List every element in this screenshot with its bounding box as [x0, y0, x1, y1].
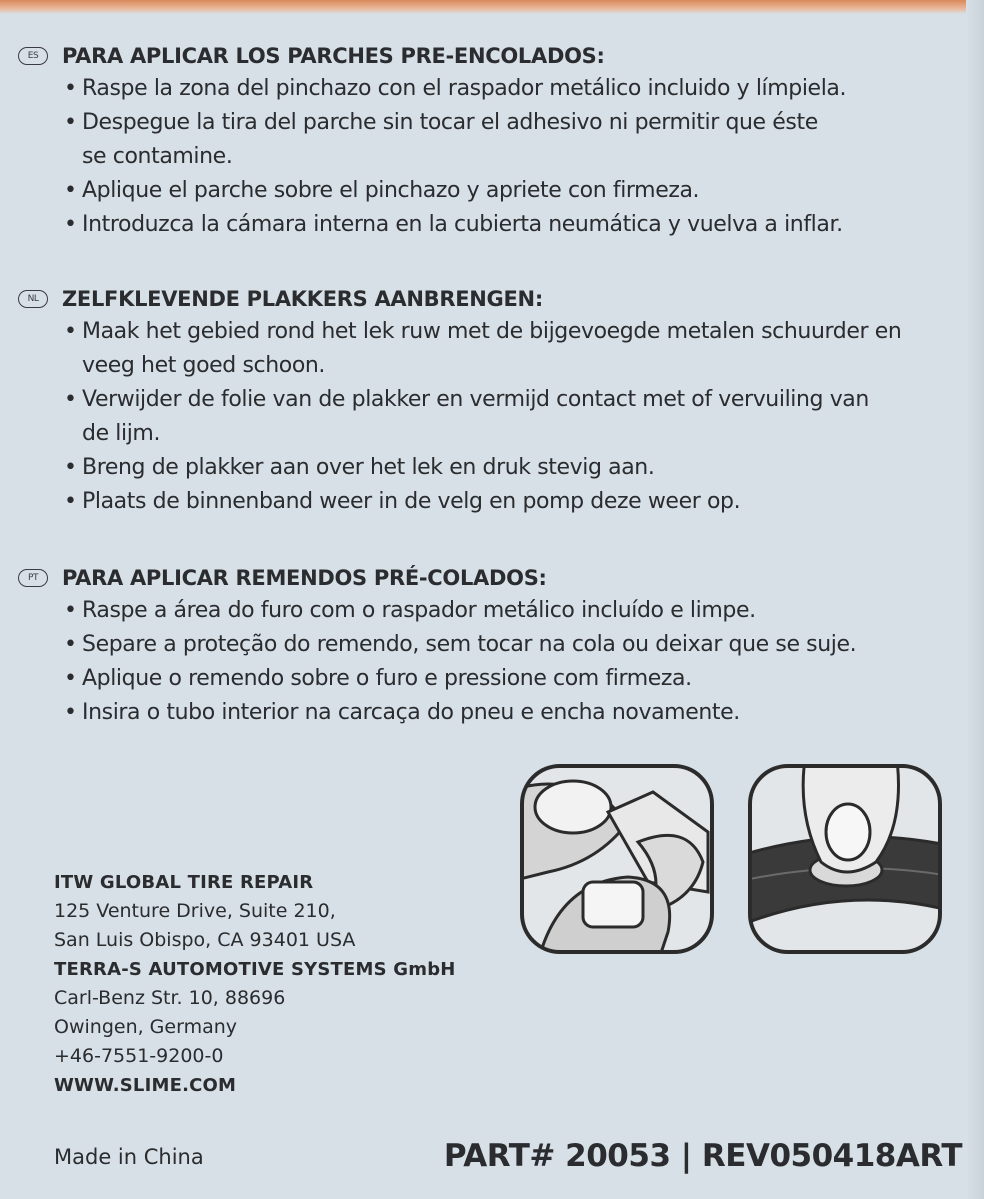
lang-badge-es-icon: ES: [18, 47, 48, 65]
list-item: • Raspe a área do furo com o raspador metálico incluído e limpe.: [64, 594, 938, 628]
company-name: ITW GLOBAL TIRE REPAIR: [54, 872, 314, 893]
list-item: • Aplique el parche sobre el pinchazo y apriete con firmeza.: [64, 174, 938, 208]
list-item: • Aplique o remendo sobre o furo e pressione com firmeza.: [64, 662, 938, 696]
phone-number: +46-7551-9200-0: [54, 1045, 224, 1067]
list-item: • Despegue la tira del parche sin tocar el adhesivo ni permitir que éste se contamine.: [64, 106, 842, 174]
packaging-right-shade: [966, 0, 984, 1199]
list-item: • Separe a proteção do remendo, sem tocar na cola ou deixar que se suje.: [64, 628, 938, 662]
company-name: TERRA-S AUTOMOTIVE SYSTEMS GmbH: [54, 959, 456, 980]
instructions-list-nl: [18, 315, 938, 519]
instructions-list-es: [18, 72, 938, 242]
list-item: • Insira o tubo interior na carcaça do pneu e encha novamente.: [64, 696, 938, 730]
peel-patch-illustration-icon: [518, 762, 716, 956]
website-link: WWW.SLIME.COM: [54, 1075, 237, 1096]
address-line: Owingen, Germany: [54, 1016, 238, 1038]
list-item: • Maak het gebied rond het lek ruw met de bijgevoegde metalen schuurder en veeg het goed schoon.: [64, 315, 922, 383]
lang-badge-pt-icon: PT: [18, 569, 48, 587]
list-item: • Raspe la zona del pinchazo con el raspador metálico incluido y límpiela.: [64, 72, 938, 106]
section-title-nl: ZELFKLEVENDE PLAKKERS AANBRENGEN:: [62, 287, 543, 311]
packaging-top-edge: [0, 0, 984, 14]
address-line: 125 Venture Drive, Suite 210,: [54, 900, 336, 922]
list-item: • Plaats de binnenband weer in de velg en pomp deze weer op.: [64, 485, 938, 519]
section-es: [18, 40, 938, 242]
section-nl: [18, 283, 938, 519]
section-title-pt: PARA APLICAR REMENDOS PRÉ-COLADOS:: [62, 566, 547, 590]
section-pt: [18, 562, 938, 730]
section-title-es: PARA APLICAR LOS PARCHES PRE-ENCOLADOS:: [62, 44, 605, 68]
list-item: • Breng de plakker aan over het lek en druk stevig aan.: [64, 451, 938, 485]
list-item: • Introduzca la cámara interna en la cubierta neumática y vuelva a inflar.: [64, 208, 938, 242]
instructions-list-pt: [18, 594, 938, 730]
press-patch-illustration-icon: [746, 762, 944, 956]
made-in-label: Made in China: [54, 1145, 204, 1169]
address-line: San Luis Obispo, CA 93401 USA: [54, 929, 356, 951]
lang-badge-nl-icon: NL: [18, 290, 48, 308]
address-line: Carl-Benz Str. 10, 88696: [54, 987, 286, 1009]
part-number: PART# 20053 | REV050418ART: [443, 1138, 962, 1174]
address-block: [54, 868, 456, 1100]
list-item: • Verwijder de folie van de plakker en vermijd contact met of vervuiling van de lijm.: [64, 383, 902, 451]
